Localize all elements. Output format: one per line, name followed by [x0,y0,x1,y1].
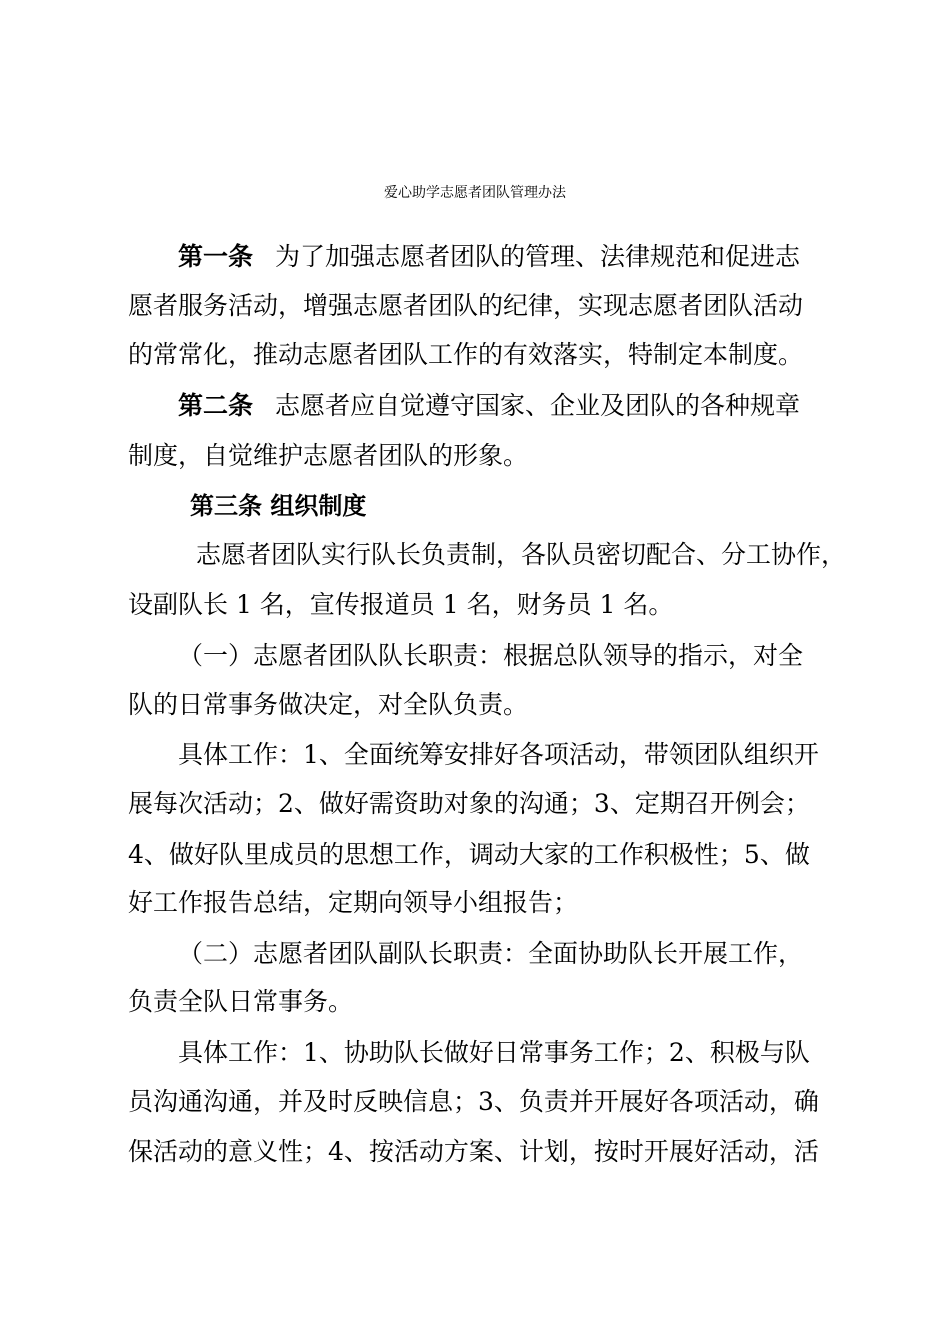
work-1-line-3: 4、做好队里成员的思想工作，调动大家的工作积极性；5、做 [128,840,810,869]
article-1-label: 第一条 [178,242,254,271]
article-2-label: 第二条 [178,391,254,420]
article-2-line-1: 第二条 志愿者应自觉遵守国家、企业及团队的各种规章 [178,391,801,420]
article-1-line-2: 愿者服务活动，增强志愿者团队的纪律，实现志愿者团队活动 [128,291,804,320]
work-1-line-4: 好工作报告总结，定期向领导小组报告； [128,888,579,917]
section-2-line-2: 负责全队日常事务。 [128,987,354,1016]
document-title: 爱心助学志愿者团队管理办法 [384,185,566,201]
work-2-line-2: 员沟通沟通，并及时反映信息；3、负责并开展好各项活动，确 [128,1087,819,1116]
section-2-line-1: （二）志愿者团队副队长职责：全面协助队长开展工作， [178,939,804,968]
section-1-line-1: （一）志愿者团队队长职责：根据总队领导的指示，对全 [178,641,804,670]
work-2-line-3: 保活动的意义性；4、按活动方案、计划，按时开展好活动，活 [128,1137,819,1166]
article-3-para-line-1: 志愿者团队实行队长负责制，各队员密切配合、分工协作， [196,540,847,569]
article-1-line-1: 第一条 为了加强志愿者团队的管理、法律规范和促进志 [178,242,801,271]
article-1-line-3: 的常常化，推动志愿者团队工作的有效落实，特制定本制度。 [128,340,804,369]
article-3-heading: 第三条 组织制度 [190,492,367,520]
article-2-line-2: 制度，自觉维护志愿者团队的形象。 [128,441,529,470]
section-1-line-2: 队的日常事务做决定，对全队负责。 [128,690,529,719]
work-1-line-2: 展每次活动；2、做好需资助对象的沟通；3、定期召开例会； [128,789,810,818]
work-1-line-1: 具体工作：1、全面统筹安排好各项活动，带领团队组织开 [178,740,819,769]
article-3-para-line-2: 设副队长 1 名，宣传报道员 1 名，财务员 1 名。 [128,590,674,619]
work-2-line-1: 具体工作：1、协助队长做好日常事务工作；2、积极与队 [178,1038,810,1067]
